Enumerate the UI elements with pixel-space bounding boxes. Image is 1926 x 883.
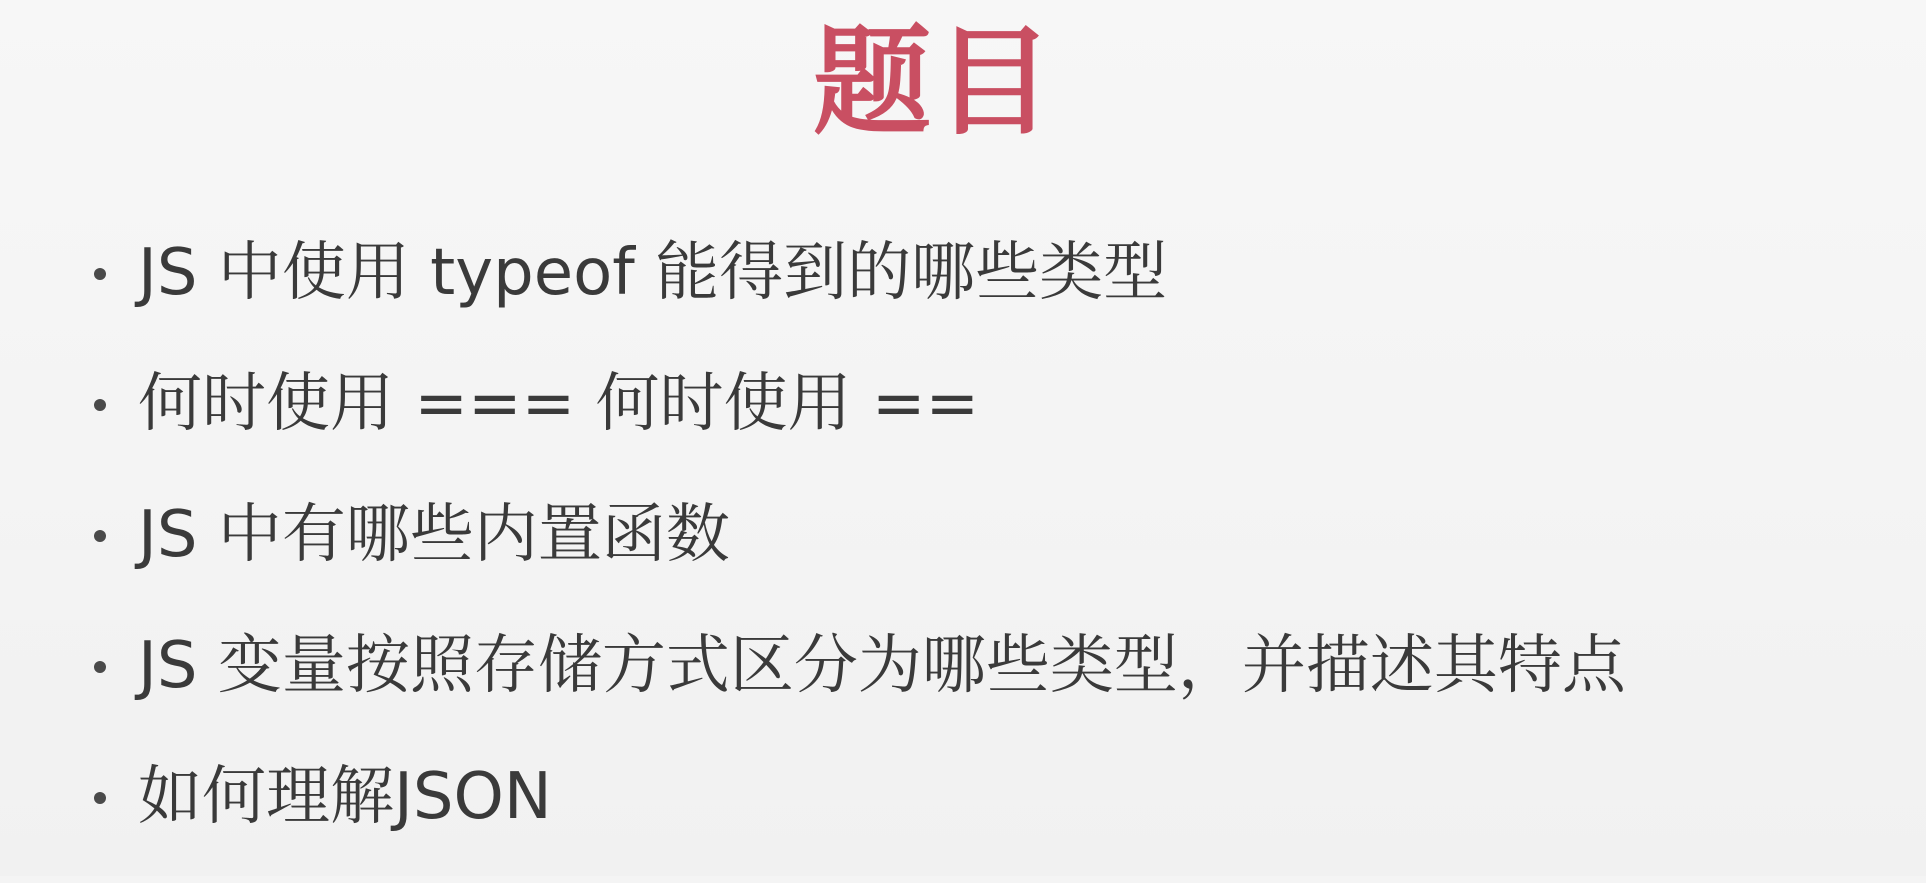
- list-item: [88, 228, 1626, 359]
- bullet-dot-icon: [94, 399, 106, 411]
- bullet-dot-icon: [94, 268, 106, 280]
- bullet-text-storage-types: JS 变量按照存储方式区分为哪些类型，并描述其特点: [138, 629, 1626, 703]
- slide-title: 题目: [812, 13, 1057, 151]
- bullet-text-typeof: JS 中使用 typeof 能得到的哪些类型: [138, 236, 1168, 310]
- bullet-text-json: 如何理解JSON: [138, 760, 552, 834]
- list-item: [88, 621, 1626, 752]
- bullet-dot-icon: [94, 661, 106, 673]
- bullet-dot-icon: [94, 792, 106, 804]
- bullet-dot-icon: [94, 530, 106, 542]
- bullet-text-equality: 何时使用 === 何时使用 ==: [138, 367, 980, 441]
- list-item: [88, 490, 1626, 621]
- list-item: [88, 359, 1626, 490]
- list-item: [88, 752, 1626, 883]
- bullet-text-builtins: JS 中有哪些内置函数: [138, 498, 730, 572]
- bullet-list: [88, 228, 1626, 883]
